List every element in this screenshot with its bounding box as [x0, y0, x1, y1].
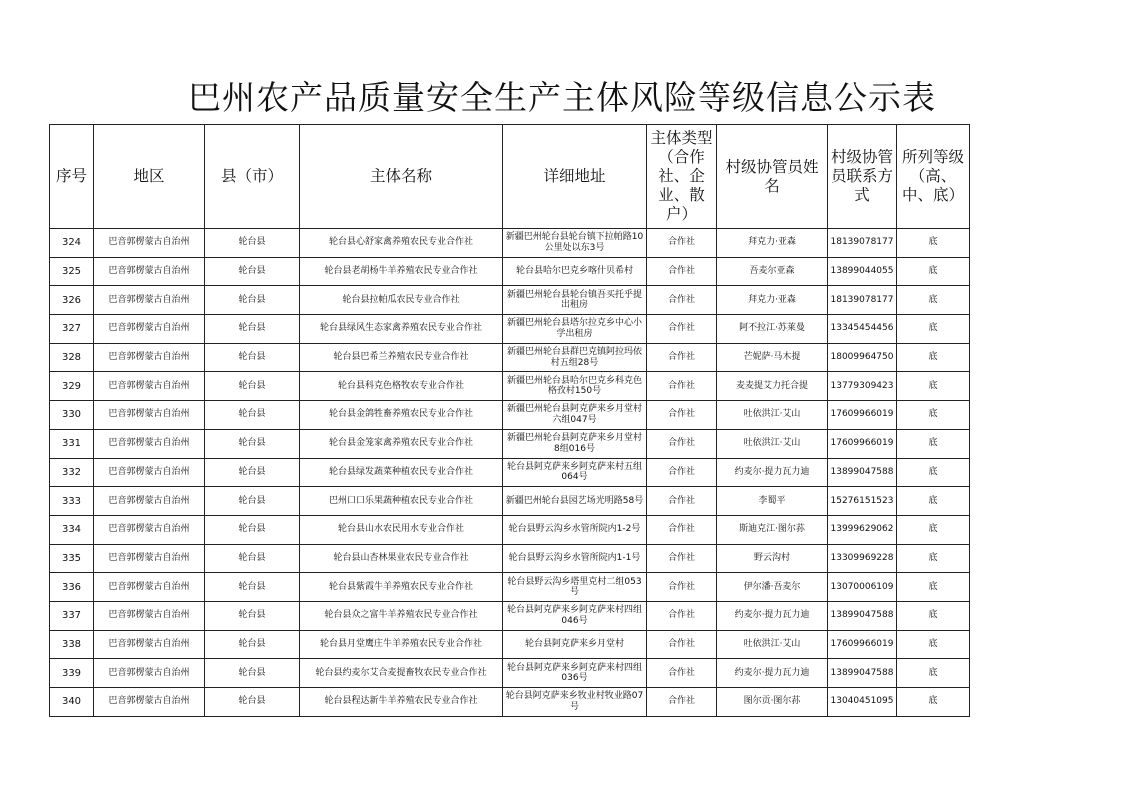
cell-entity-name: 轮台县心舒家禽养殖农民专业合作社 — [300, 229, 503, 258]
cell-seq: 336 — [50, 573, 94, 602]
cell-entity-type: 合作社 — [647, 315, 717, 344]
cell-seq: 337 — [50, 601, 94, 630]
cell-contact-phone: 13899047588 — [828, 659, 897, 688]
cell-seq: 328 — [50, 343, 94, 372]
cell-region: 巴音郭楞蒙古自治州 — [94, 601, 205, 630]
cell-entity-name: 轮台县绿发蔬菜种植农民专业合作社 — [300, 458, 503, 487]
cell-region: 巴音郭楞蒙古自治州 — [94, 401, 205, 430]
cell-contact-phone: 13040451095 — [828, 688, 897, 717]
cell-county: 轮台县 — [205, 544, 300, 573]
cell-contact-name: 约麦尔·提力瓦力迪 — [717, 458, 828, 487]
cell-region: 巴音郭楞蒙古自治州 — [94, 659, 205, 688]
cell-risk-level: 底 — [897, 573, 970, 602]
cell-county: 轮台县 — [205, 429, 300, 458]
cell-contact-name: 李蜀平 — [717, 487, 828, 516]
cell-risk-level: 底 — [897, 487, 970, 516]
cell-region: 巴音郭楞蒙古自治州 — [94, 286, 205, 315]
cell-contact-name: 约麦尔·提力瓦力迪 — [717, 601, 828, 630]
cell-entity-type: 合作社 — [647, 286, 717, 315]
cell-region: 巴音郭楞蒙古自治州 — [94, 458, 205, 487]
page-title: 巴州农产品质量安全生产主体风险等级信息公示表 — [188, 78, 936, 117]
cell-seq: 330 — [50, 401, 94, 430]
cell-contact-name: 约麦尔·提力瓦力迪 — [717, 659, 828, 688]
cell-seq: 339 — [50, 659, 94, 688]
table-row — [50, 343, 970, 372]
cell-risk-level: 底 — [897, 659, 970, 688]
risk-level-table — [49, 124, 970, 717]
cell-address: 新疆巴州轮台县群巴克镇阿拉玛依村五组28号 — [503, 343, 647, 372]
cell-seq: 331 — [50, 429, 94, 458]
cell-county: 轮台县 — [205, 257, 300, 286]
cell-entity-name: 轮台县山水农民用水专业合作社 — [300, 515, 503, 544]
cell-seq: 332 — [50, 458, 94, 487]
header-county: 县（市） — [205, 125, 300, 229]
cell-address: 轮台县阿克萨来乡牧业村牧业路07号 — [503, 688, 647, 717]
cell-county: 轮台县 — [205, 515, 300, 544]
header-region: 地区 — [94, 125, 205, 229]
cell-seq: 334 — [50, 515, 94, 544]
cell-address: 轮台县野云沟乡塔里克村二组053号 — [503, 573, 647, 602]
cell-entity-name: 轮台县程达新牛羊养殖农民专业合作社 — [300, 688, 503, 717]
cell-entity-name: 轮台县金笼家禽养殖农民专业合作社 — [300, 429, 503, 458]
cell-region: 巴音郭楞蒙古自治州 — [94, 544, 205, 573]
cell-county: 轮台县 — [205, 372, 300, 401]
cell-entity-type: 合作社 — [647, 573, 717, 602]
cell-contact-name: 吐依洪江·艾山 — [717, 429, 828, 458]
cell-contact-phone: 13899047588 — [828, 458, 897, 487]
table-row — [50, 401, 970, 430]
cell-entity-type: 合作社 — [647, 630, 717, 659]
cell-address: 轮台县阿克萨来乡月堂村 — [503, 630, 647, 659]
table-row — [50, 601, 970, 630]
header-seq: 序号 — [50, 125, 94, 229]
table-row — [50, 372, 970, 401]
cell-risk-level: 底 — [897, 458, 970, 487]
cell-entity-type: 合作社 — [647, 257, 717, 286]
cell-seq: 340 — [50, 688, 94, 717]
cell-entity-name: 轮台县众之富牛羊养殖农民专业合作社 — [300, 601, 503, 630]
header-risk-level: 所列等级（高、中、底） — [897, 125, 970, 229]
cell-address: 新疆巴州轮台县阿克萨来乡月堂村8组016号 — [503, 429, 647, 458]
cell-seq: 333 — [50, 487, 94, 516]
cell-contact-phone: 13899047588 — [828, 601, 897, 630]
cell-contact-phone: 13999629062 — [828, 515, 897, 544]
header-entity-type: 主体类型（合作社、企业、散户） — [647, 125, 717, 229]
cell-entity-type: 合作社 — [647, 343, 717, 372]
cell-entity-type: 合作社 — [647, 544, 717, 573]
cell-county: 轮台县 — [205, 688, 300, 717]
cell-county: 轮台县 — [205, 659, 300, 688]
cell-contact-phone: 13779309423 — [828, 372, 897, 401]
cell-region: 巴音郭楞蒙古自治州 — [94, 372, 205, 401]
cell-address: 新疆巴州轮台县轮台镇吾买托乎提出租房 — [503, 286, 647, 315]
cell-contact-name: 吐依洪江·艾山 — [717, 401, 828, 430]
table-row — [50, 544, 970, 573]
cell-entity-type: 合作社 — [647, 229, 717, 258]
cell-risk-level: 底 — [897, 372, 970, 401]
cell-address: 新疆巴州轮台县塔尔拉克乡中心小学出租房 — [503, 315, 647, 344]
cell-risk-level: 底 — [897, 429, 970, 458]
cell-county: 轮台县 — [205, 630, 300, 659]
cell-risk-level: 底 — [897, 229, 970, 258]
cell-address: 轮台县哈尔巴克乡喀什贝希村 — [503, 257, 647, 286]
cell-seq: 335 — [50, 544, 94, 573]
cell-county: 轮台县 — [205, 315, 300, 344]
header-entity-name: 主体名称 — [300, 125, 503, 229]
cell-county: 轮台县 — [205, 401, 300, 430]
header-contact-phone: 村级协管员联系方式 — [828, 125, 897, 229]
cell-entity-name: 巴州口口乐果蔬种植农民专业合作社 — [300, 487, 503, 516]
cell-risk-level: 底 — [897, 401, 970, 430]
cell-risk-level: 底 — [897, 315, 970, 344]
table-row — [50, 257, 970, 286]
cell-county: 轮台县 — [205, 229, 300, 258]
cell-contact-name: 野云沟村 — [717, 544, 828, 573]
cell-region: 巴音郭楞蒙古自治州 — [94, 257, 205, 286]
cell-region: 巴音郭楞蒙古自治州 — [94, 315, 205, 344]
cell-entity-type: 合作社 — [647, 429, 717, 458]
table-row — [50, 458, 970, 487]
cell-contact-phone: 17609966019 — [828, 401, 897, 430]
cell-entity-name: 轮台县科克色格牧农专业合作社 — [300, 372, 503, 401]
cell-entity-name: 轮台县巴希兰养殖农民专业合作社 — [300, 343, 503, 372]
cell-seq: 329 — [50, 372, 94, 401]
cell-risk-level: 底 — [897, 515, 970, 544]
cell-entity-name: 轮台县金鸽牲畜养殖农民专业合作社 — [300, 401, 503, 430]
table-row — [50, 630, 970, 659]
cell-risk-level: 底 — [897, 286, 970, 315]
cell-address: 新疆巴州轮台县哈尔巴克乡科克色格孜村150号 — [503, 372, 647, 401]
cell-contact-name: 图尔贡·图尔荪 — [717, 688, 828, 717]
cell-county: 轮台县 — [205, 573, 300, 602]
cell-address: 新疆巴州轮台县轮台镇下拉帕路10公里处以东3号 — [503, 229, 647, 258]
cell-entity-type: 合作社 — [647, 601, 717, 630]
cell-entity-type: 合作社 — [647, 401, 717, 430]
cell-entity-name: 轮台县约麦尔艾合麦提畜牧农民专业合作社 — [300, 659, 503, 688]
cell-contact-name: 拜克力·亚森 — [717, 286, 828, 315]
cell-address: 新疆巴州轮台县阿克萨来乡月堂村六组047号 — [503, 401, 647, 430]
cell-entity-type: 合作社 — [647, 458, 717, 487]
cell-seq: 324 — [50, 229, 94, 258]
cell-contact-phone: 13899044055 — [828, 257, 897, 286]
cell-contact-name: 吾麦尔亚森 — [717, 257, 828, 286]
cell-county: 轮台县 — [205, 343, 300, 372]
cell-contact-name: 伊尔潘·吾麦尔 — [717, 573, 828, 602]
cell-entity-name: 轮台县绿风生态家禽养殖农民专业合作社 — [300, 315, 503, 344]
cell-contact-phone: 18139078177 — [828, 229, 897, 258]
cell-region: 巴音郭楞蒙古自治州 — [94, 487, 205, 516]
cell-county: 轮台县 — [205, 286, 300, 315]
cell-region: 巴音郭楞蒙古自治州 — [94, 630, 205, 659]
cell-entity-name: 轮台县老胡杨牛羊养殖农民专业合作社 — [300, 257, 503, 286]
cell-region: 巴音郭楞蒙古自治州 — [94, 429, 205, 458]
cell-risk-level: 底 — [897, 688, 970, 717]
cell-region: 巴音郭楞蒙古自治州 — [94, 573, 205, 602]
cell-seq: 338 — [50, 630, 94, 659]
header-contact-name: 村级协管员姓名 — [717, 125, 828, 229]
table-body — [50, 229, 970, 717]
cell-contact-name: 吐依洪江·艾山 — [717, 630, 828, 659]
cell-county: 轮台县 — [205, 487, 300, 516]
cell-contact-phone: 13309969228 — [828, 544, 897, 573]
cell-address: 新疆巴州轮台县园艺场光明路58号 — [503, 487, 647, 516]
table-header-row — [50, 125, 970, 229]
cell-contact-phone: 17609966019 — [828, 630, 897, 659]
cell-seq: 327 — [50, 315, 94, 344]
cell-risk-level: 底 — [897, 257, 970, 286]
table-row — [50, 229, 970, 258]
cell-address: 轮台县阿克萨来乡阿克萨来村四组046号 — [503, 601, 647, 630]
cell-entity-type: 合作社 — [647, 487, 717, 516]
table-row — [50, 286, 970, 315]
cell-risk-level: 底 — [897, 630, 970, 659]
cell-entity-type: 合作社 — [647, 515, 717, 544]
cell-risk-level: 底 — [897, 601, 970, 630]
cell-entity-name: 轮台县月堂鹰庄牛羊养殖农民专业合作社 — [300, 630, 503, 659]
cell-contact-name: 阿不拉江·苏莱曼 — [717, 315, 828, 344]
cell-county: 轮台县 — [205, 458, 300, 487]
cell-region: 巴音郭楞蒙古自治州 — [94, 515, 205, 544]
cell-entity-name: 轮台县紫霞牛羊养殖农民专业合作社 — [300, 573, 503, 602]
table-row — [50, 487, 970, 516]
cell-entity-type: 合作社 — [647, 688, 717, 717]
table-row — [50, 573, 970, 602]
cell-entity-type: 合作社 — [647, 659, 717, 688]
cell-contact-name: 芒妮萨·马木提 — [717, 343, 828, 372]
cell-address: 轮台县阿克萨来乡阿克萨来村五组064号 — [503, 458, 647, 487]
cell-risk-level: 底 — [897, 343, 970, 372]
cell-entity-type: 合作社 — [647, 372, 717, 401]
cell-entity-name: 轮台县山杏林果业农民专业合作社 — [300, 544, 503, 573]
cell-contact-phone: 15276151523 — [828, 487, 897, 516]
cell-address: 轮台县野云沟乡水管所院内1-2号 — [503, 515, 647, 544]
cell-region: 巴音郭楞蒙古自治州 — [94, 229, 205, 258]
cell-contact-name: 麦麦提艾力托合提 — [717, 372, 828, 401]
cell-contact-phone: 17609966019 — [828, 429, 897, 458]
header-address: 详细地址 — [503, 125, 647, 229]
cell-seq: 325 — [50, 257, 94, 286]
table-row — [50, 688, 970, 717]
cell-contact-name: 拜克力·亚森 — [717, 229, 828, 258]
cell-seq: 326 — [50, 286, 94, 315]
cell-region: 巴音郭楞蒙古自治州 — [94, 343, 205, 372]
cell-entity-name: 轮台县拉帕瓜农民专业合作社 — [300, 286, 503, 315]
table-row — [50, 429, 970, 458]
cell-address: 轮台县阿克萨来乡阿克萨来村四组036号 — [503, 659, 647, 688]
cell-risk-level: 底 — [897, 544, 970, 573]
cell-contact-phone: 18139078177 — [828, 286, 897, 315]
cell-region: 巴音郭楞蒙古自治州 — [94, 688, 205, 717]
cell-address: 轮台县野云沟乡水管所院内1-1号 — [503, 544, 647, 573]
table-row — [50, 515, 970, 544]
cell-contact-phone: 18009964750 — [828, 343, 897, 372]
table-row — [50, 659, 970, 688]
cell-county: 轮台县 — [205, 601, 300, 630]
table-row — [50, 315, 970, 344]
cell-contact-name: 斯迪克江·图尔荪 — [717, 515, 828, 544]
cell-contact-phone: 13345454456 — [828, 315, 897, 344]
cell-contact-phone: 13070006109 — [828, 573, 897, 602]
